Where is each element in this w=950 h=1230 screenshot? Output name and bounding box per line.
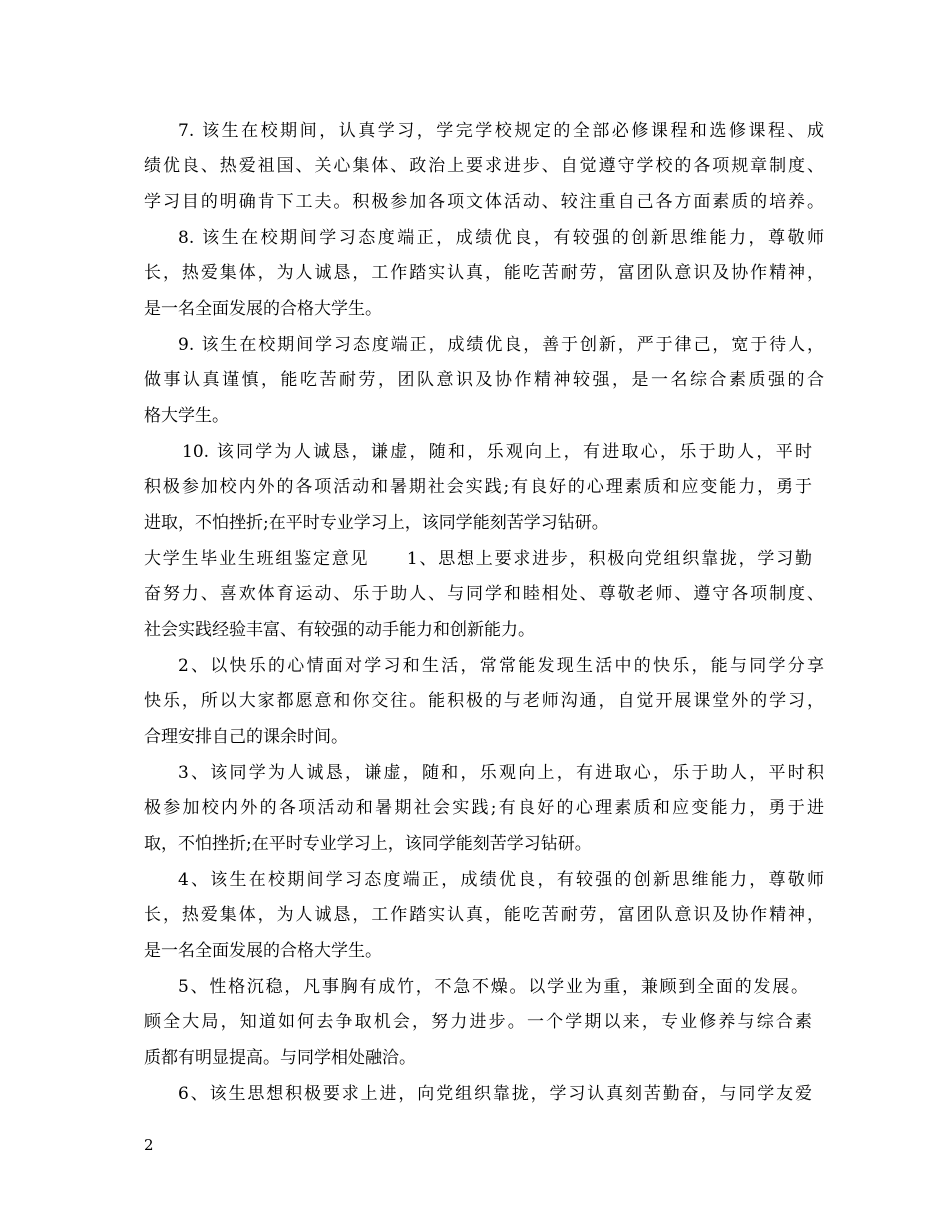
text-line: 合理安排自己的课余时间。	[144, 727, 348, 747]
text-line: 质都有明显提高。与同学相处融洽。	[144, 1048, 416, 1068]
text-line: 长，热爱集体，为人诚恳，工作踏实认真，能吃苦耐劳，富团队意识及协作精神，	[144, 905, 824, 925]
text-line: 8. 该生在校期间学习态度端正，成绩优良，有较强的创新思维能力，尊敬师	[178, 228, 824, 248]
text-line: 6、该生思想积极要求上进，向党组织靠拢，学习认真刻苦勤奋，与同学友爱	[178, 1084, 812, 1104]
text-line: 是一名全面发展的合格大学生。	[144, 299, 382, 319]
text-line: 做事认真谨慎，能吃苦耐劳，团队意识及协作精神较强，是一名综合素质强的合	[144, 370, 824, 390]
text-line: 进取，不怕挫折;在平时专业学习上，该同学能刻苦学习钻研。	[144, 513, 609, 533]
text-line: 极参加校内外的各项活动和暑期社会实践;有良好的心理素质和应变能力，勇于进	[144, 798, 824, 818]
text-line: 长，热爱集体，为人诚恳，工作踏实认真，能吃苦耐劳，富团队意识及协作精神，	[144, 263, 824, 283]
text-line: 格大学生。	[144, 406, 229, 426]
text-line: 学习目的明确肯下工夫。积极参加各项文体活动、较注重自己各方面素质的培养。	[144, 192, 824, 212]
text-line: 取，不怕挫折;在平时专业学习上，该同学能刻苦学习钻研。	[144, 834, 592, 854]
text-line: 奋努力、喜欢体育运动、乐于助人、与同学和睦相处、尊敬老师、遵守各项制度、	[144, 584, 824, 604]
text-line: 5、性格沉稳，凡事胸有成竹，不急不燥。以学业为重，兼顾到全面的发展。	[178, 977, 808, 997]
text-line: 绩优良、热爱祖国、关心集体、政治上要求进步、自觉遵守学校的各项规章制度、	[144, 156, 824, 176]
page-number: 2	[144, 1136, 154, 1154]
text-line: 社会实践经验丰富、有较强的动手能力和创新能力。	[144, 620, 535, 640]
text-line: 大学生毕业生班组鉴定意见 1、思想上要求进步，积极向党组织靠拢，学习勤	[144, 549, 812, 569]
text-line: 4、该生在校期间学习态度端正，成绩优良，有较强的创新思维能力，尊敬师	[178, 870, 824, 890]
text-line: 9. 该生在校期间学习态度端正，成绩优良，善于创新，严于律己，宽于待人，	[178, 335, 824, 355]
text-line: 7. 该生在校期间，认真学习，学完学校规定的全部必修课程和选修课程、成	[178, 121, 824, 141]
text-line: 10. 该同学为人诚恳，谦虚，随和，乐观向上，有进取心，乐于助人，平时	[182, 442, 812, 462]
text-line: 3、该同学为人诚恳，谦虚，随和，乐观向上，有进取心，乐于助人，平时积	[178, 763, 824, 783]
text-line: 积极参加校内外的各项活动和暑期社会实践;有良好的心理素质和应变能力，勇于	[144, 477, 812, 497]
text-line: 是一名全面发展的合格大学生。	[144, 941, 382, 961]
text-line: 快乐，所以大家都愿意和你交往。能积极的与老师沟通，自觉开展课堂外的学习，	[144, 691, 824, 711]
text-line: 2、以快乐的心情面对学习和生活，常常能发现生活中的快乐，能与同学分享	[178, 656, 824, 676]
text-line: 顾全大局，知道如何去争取机会，努力进步。一个学期以来，专业修养与综合素	[144, 1012, 812, 1032]
